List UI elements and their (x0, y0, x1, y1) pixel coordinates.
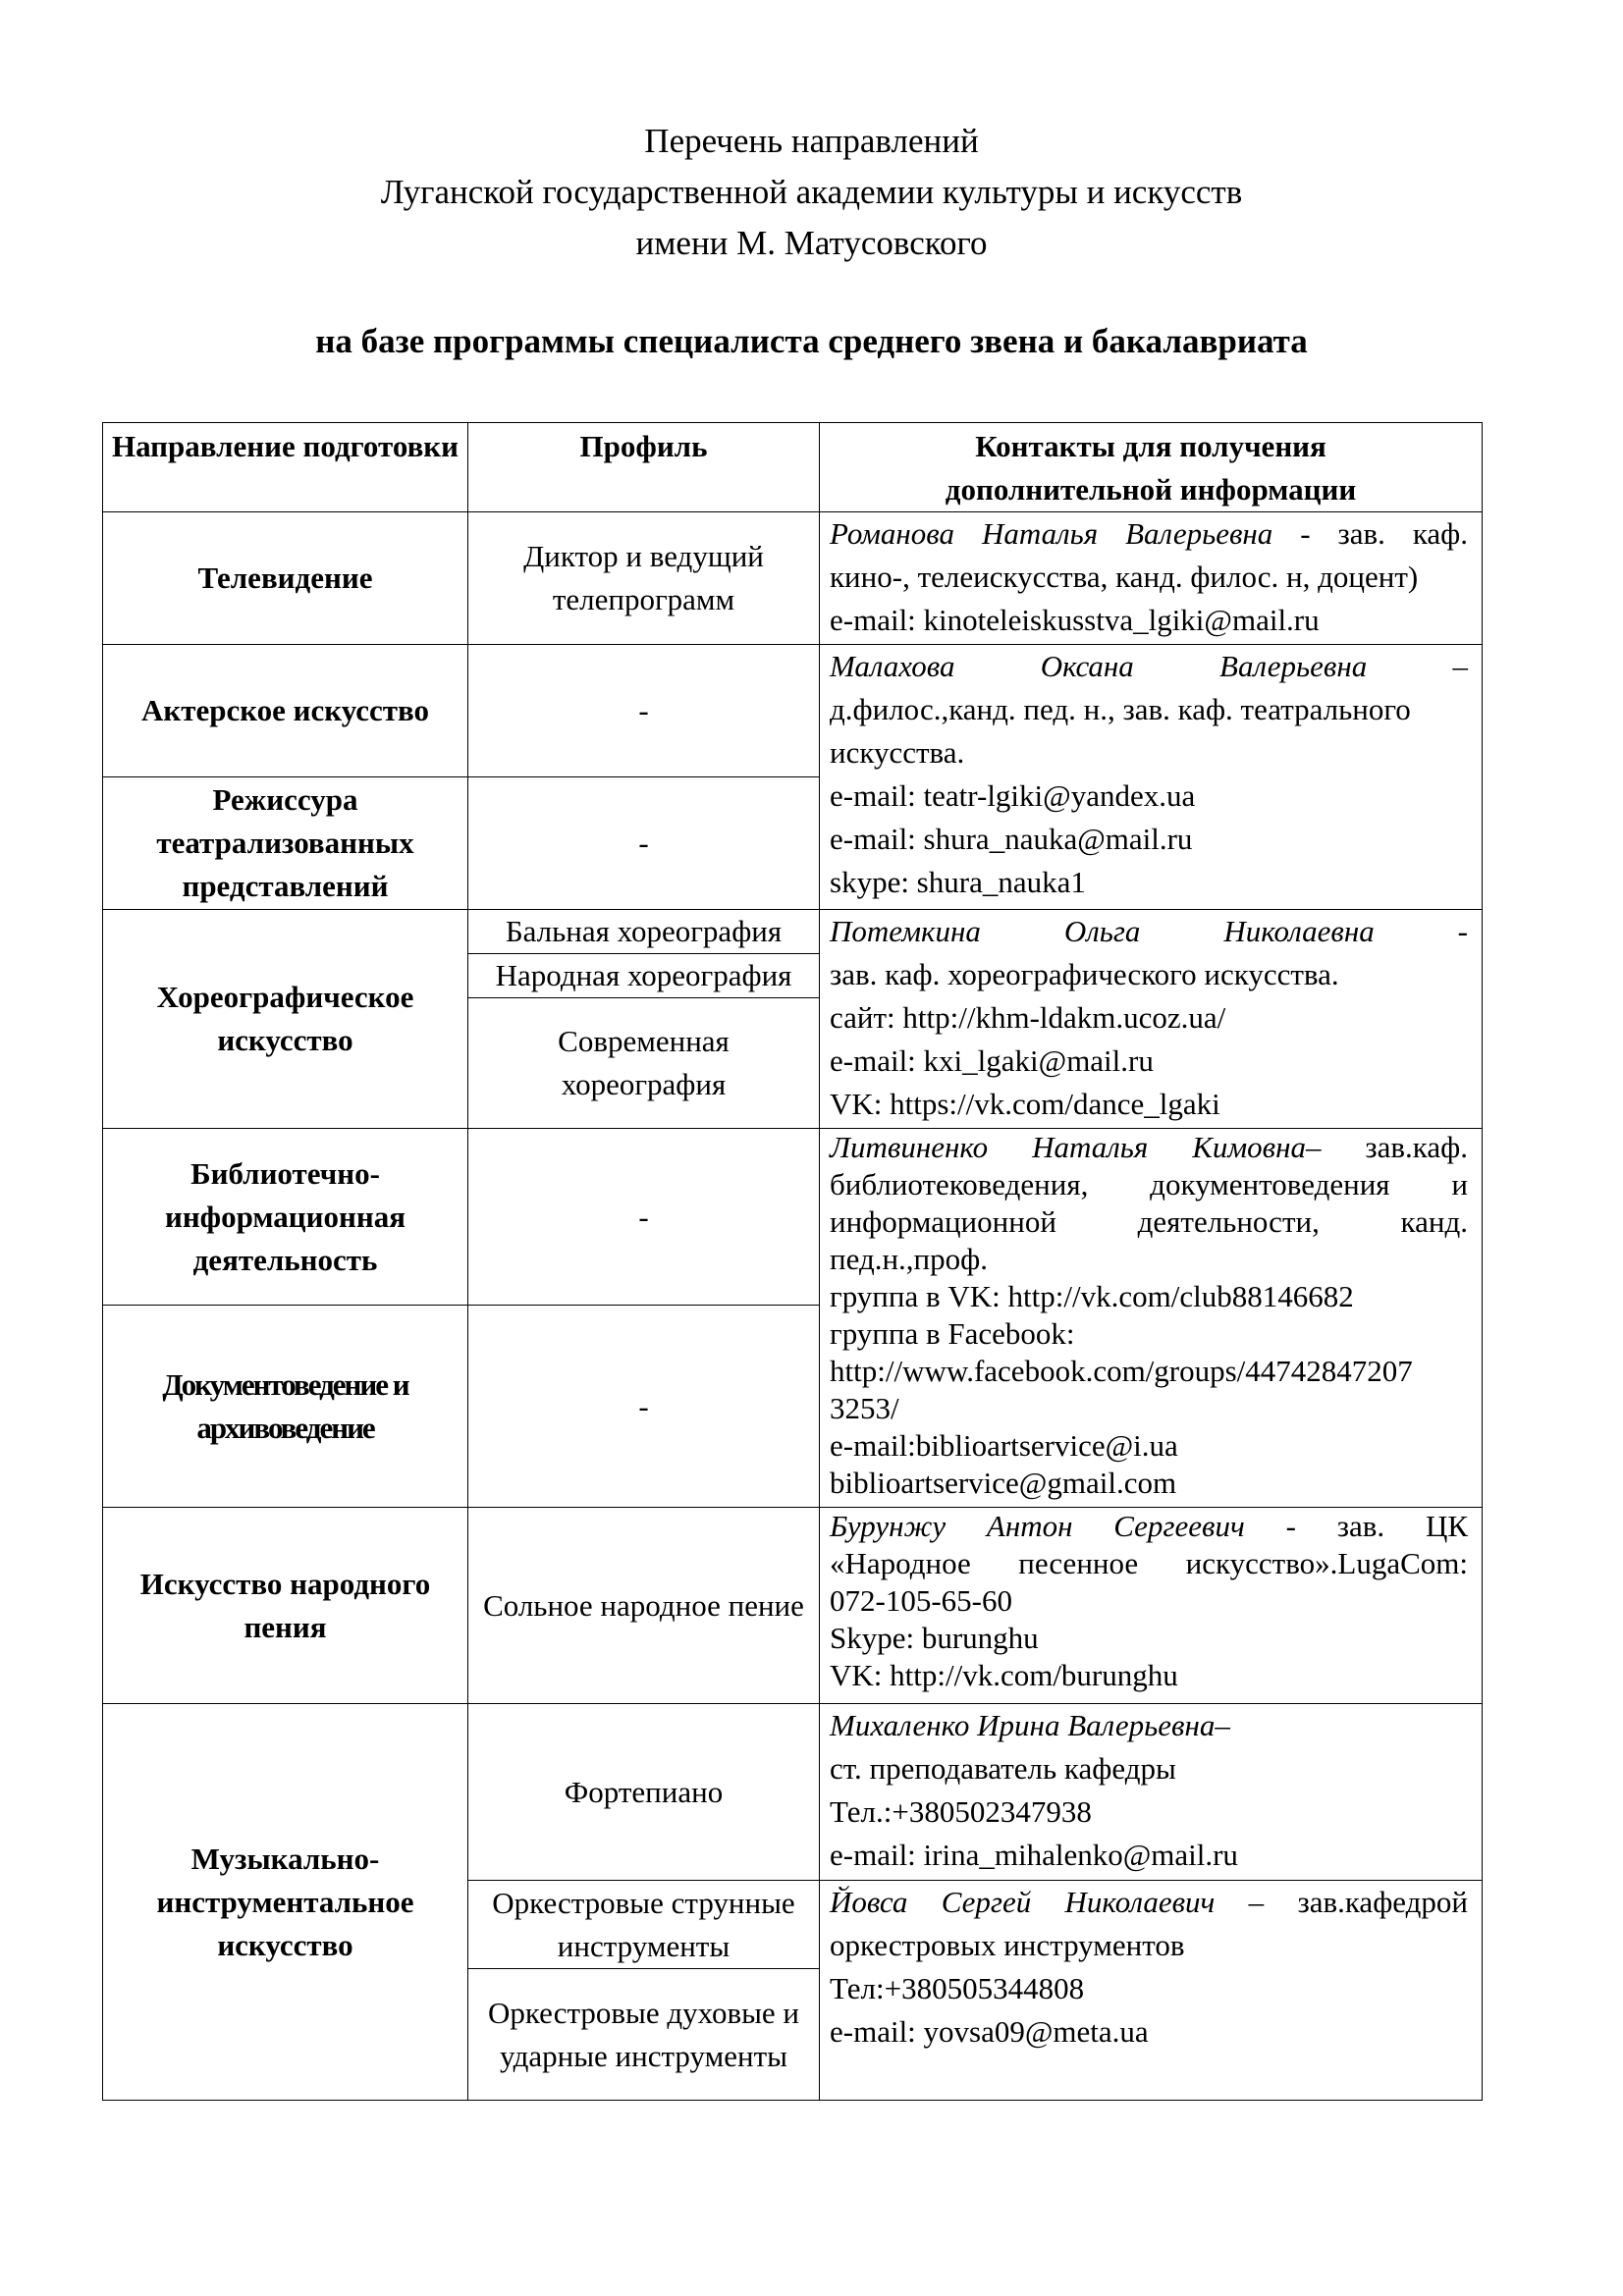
table-row (103, 512, 1483, 645)
contact-music1-name: Михаленко Ирина Валерьевна (830, 1708, 1216, 1742)
contact-tv (820, 512, 1483, 645)
contact-library-position: – зав.каф. (1305, 1130, 1468, 1164)
contact-folk-line2: «Народное песенное искусство».LugaCom: (830, 1546, 1468, 1580)
profile-music-piano: Фортепиано (468, 1704, 820, 1881)
profile-choreo-ballroom: Бальная хореография (468, 910, 820, 954)
direction-docs: Документоведение и архивоведение (103, 1306, 468, 1508)
contact-choreo-vk[interactable]: VK: https://vk.com/dance_lgaki (830, 1087, 1220, 1121)
contact-music2-name: Йовса Сергей Николаевич (830, 1885, 1216, 1919)
contact-music2-line2: оркестровых инструментов (830, 1928, 1185, 1962)
contact-tv-name: Романова Наталья Валерьевна (830, 516, 1273, 551)
header-contacts-line1: Контакты для получения (975, 429, 1326, 463)
direction-tv: Телевидение (103, 512, 468, 645)
contact-library-vk[interactable]: группа в VK: http://vk.com/club88146682 (830, 1279, 1354, 1313)
contact-choreo-line1 (830, 910, 1468, 953)
profile-folk: Сольное народное пение (468, 1508, 820, 1704)
contact-library-email2[interactable]: biblioartservice@gmail.com (830, 1466, 1177, 1500)
direction-directing: Режиссура театрализованных представлений (103, 777, 468, 910)
contact-music2-line1 (830, 1881, 1468, 1924)
profile-directing: - (468, 777, 820, 910)
header-contacts (820, 423, 1483, 512)
contact-choreo (820, 910, 1483, 1129)
contact-folk-name: Бурунжу Антон Сергеевич (830, 1509, 1245, 1543)
document-title (0, 116, 1623, 269)
contact-music1-line2: ст. преподаватель кафедры (830, 1751, 1176, 1786)
contact-tv-position: - зав. каф. (1272, 516, 1469, 551)
contact-folk-skype[interactable]: Skype: burunghu (830, 1621, 1039, 1655)
direction-acting: Актерское искусство (103, 645, 468, 777)
contact-choreo-dash: - (1374, 914, 1468, 948)
document-subtitle: на базе программы специалиста среднего звена и бакалавриата (315, 322, 1308, 360)
contact-library-line3: информационной деятельности, канд. (830, 1204, 1468, 1239)
contact-music2-email[interactable]: e-mail: yovsa09@meta.ua (830, 2014, 1149, 2049)
direction-library: Библиотечно-информационная деятельность (103, 1129, 468, 1306)
contact-music2-phone[interactable]: Тел:+380505344808 (830, 1971, 1085, 2005)
contact-acting-skype[interactable]: skype: shura_nauka1 (830, 865, 1086, 899)
contact-acting-dash: – (1367, 649, 1468, 683)
contact-library-fb-url-cont[interactable]: 3253/ (830, 1391, 899, 1425)
table-row (103, 910, 1483, 954)
direction-folk: Искусство народного пения (103, 1508, 468, 1704)
contact-acting-email2[interactable]: e-mail: shura_nauka@mail.ru (830, 822, 1193, 856)
contact-acting-line2: д.филос.,канд. пед. н., зав. каф. театрального (830, 692, 1411, 726)
profile-library: - (468, 1129, 820, 1306)
table-row (103, 645, 1483, 777)
direction-choreo: Хореографическое искусство (103, 910, 468, 1129)
profile-choreo-modern: Современная хореография (468, 998, 820, 1129)
title-line-2: Луганской государственной академии культуры и искусств (380, 173, 1243, 211)
profile-music-winds: Оркестровые духовые и ударные инструменты (468, 1969, 820, 2101)
contact-music1-dash: – (1215, 1708, 1230, 1742)
table-row (103, 1508, 1483, 1704)
contact-folk-vk[interactable]: VK: http://vk.com/burunghu (830, 1658, 1178, 1692)
contact-music2-position: – зав.кафедрой (1215, 1885, 1468, 1919)
table-row (103, 1129, 1483, 1306)
contact-tv-line1 (830, 512, 1468, 556)
contact-choreo-name: Потемкина Ольга Николаевна (830, 914, 1375, 948)
contact-music-orchestra (820, 1881, 1483, 2101)
contact-acting-name: Малахова Оксана Валерьевна (830, 649, 1368, 683)
contact-tv-email[interactable]: e-mail: kinoteleiskusstva_lgiki@mail.ru (830, 603, 1320, 637)
contact-library-fb-url[interactable]: http://www.facebook.com/groups/44742847207 (830, 1354, 1413, 1388)
profile-docs: - (468, 1306, 820, 1508)
contact-library-line1 (830, 1129, 1468, 1166)
direction-music: Музыкально-инструментальное искусство (103, 1704, 468, 2101)
contact-music1-line1 (830, 1704, 1468, 1747)
contact-library-line2: библиотековедения, документоведения и (830, 1167, 1468, 1201)
table-row (103, 1704, 1483, 1881)
contact-music-piano (820, 1704, 1483, 1881)
header-direction: Направление подготовки (103, 423, 468, 512)
contact-library-line4: пед.н.,проф. (830, 1242, 988, 1276)
contact-tv-line2: кино-, телеискусства, канд. филос. н, доцент) (830, 560, 1419, 594)
contact-folk-phone[interactable]: 072-105-65-60 (830, 1583, 1012, 1618)
contact-folk (820, 1508, 1483, 1704)
contact-folk-line1 (830, 1508, 1468, 1545)
contact-acting-line3: искусства. (830, 735, 965, 770)
contact-library (820, 1129, 1483, 1508)
contact-choreo-site[interactable]: сайт: http://khm-ldakm.ucoz.ua/ (830, 1000, 1226, 1035)
profile-music-strings: Оркестровые струнные инструменты (468, 1881, 820, 1969)
contact-choreo-line2: зав. каф. хореографического искусства. (830, 957, 1339, 991)
contact-acting (820, 645, 1483, 910)
contact-music1-phone[interactable]: Тел.:+380502347938 (830, 1794, 1092, 1829)
contact-acting-email1[interactable]: e-mail: teatr-lgiki@yandex.ua (830, 778, 1196, 813)
contact-music1-email[interactable]: e-mail: irina_mihalenko@mail.ru (830, 1838, 1238, 1872)
table-header-row (103, 423, 1483, 512)
header-profile: Профиль (468, 423, 820, 512)
contact-library-name: Литвиненко Наталья Кимовна (830, 1130, 1306, 1164)
profile-choreo-folk: Народная хореография (468, 954, 820, 998)
contact-choreo-email[interactable]: e-mail: kxi_lgaki@mail.ru (830, 1043, 1154, 1078)
title-line-3: имени М. Матусовского (635, 224, 988, 262)
profile-acting: - (468, 645, 820, 777)
contact-library-email1[interactable]: e-mail:biblioartservice@i.ua (830, 1428, 1178, 1463)
directions-table (102, 422, 1483, 2101)
contact-acting-line1 (830, 645, 1468, 688)
contact-folk-position: - зав. ЦК (1244, 1509, 1469, 1543)
contact-library-fb-label: группа в Facebook: (830, 1316, 1075, 1351)
profile-tv: Диктор и ведущий телепрограмм (468, 512, 820, 645)
title-line-1: Перечень направлений (644, 122, 979, 160)
header-contacts-line2: дополнительной информации (945, 472, 1357, 507)
